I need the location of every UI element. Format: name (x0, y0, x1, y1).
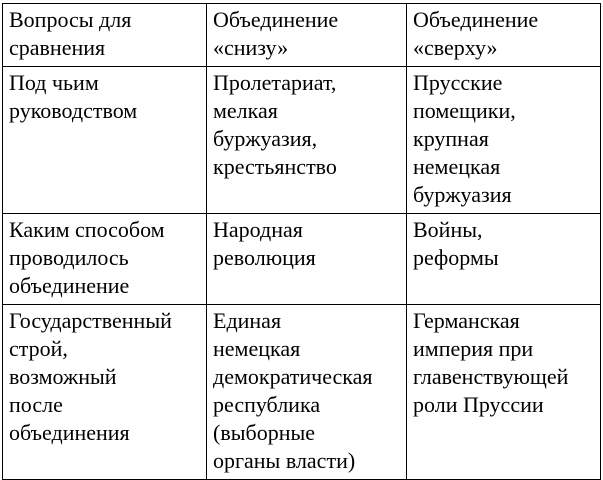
row-leadership-below: Пролетариат, мелкая буржуазия, крестьянство (207, 67, 407, 214)
table-row (3, 67, 601, 214)
row-method-question: Каким способом проводилось объединение (3, 214, 207, 305)
row-system-question: Государственный строй, возможный после объединения (3, 305, 207, 480)
header-questions: Вопросы для сравнения (3, 4, 207, 67)
row-method-above: Войны, реформы (407, 214, 601, 305)
table-row (3, 305, 601, 480)
row-method-below: Народная революция (207, 214, 407, 305)
row-leadership-question: Под чьим руководством (3, 67, 207, 214)
row-leadership-above: Прусские помещики, крупная немецкая буржуазия (407, 67, 601, 214)
row-system-below: Единая немецкая демократическая республика (выборные органы власти) (207, 305, 407, 480)
comparison-table (2, 3, 601, 480)
table-header-row (3, 4, 601, 67)
table-row (3, 214, 601, 305)
row-system-above: Германская империя при главенствующей роли Пруссии (407, 305, 601, 480)
header-from-above: Объединение «сверху» (407, 4, 601, 67)
header-from-below: Объединение «снизу» (207, 4, 407, 67)
